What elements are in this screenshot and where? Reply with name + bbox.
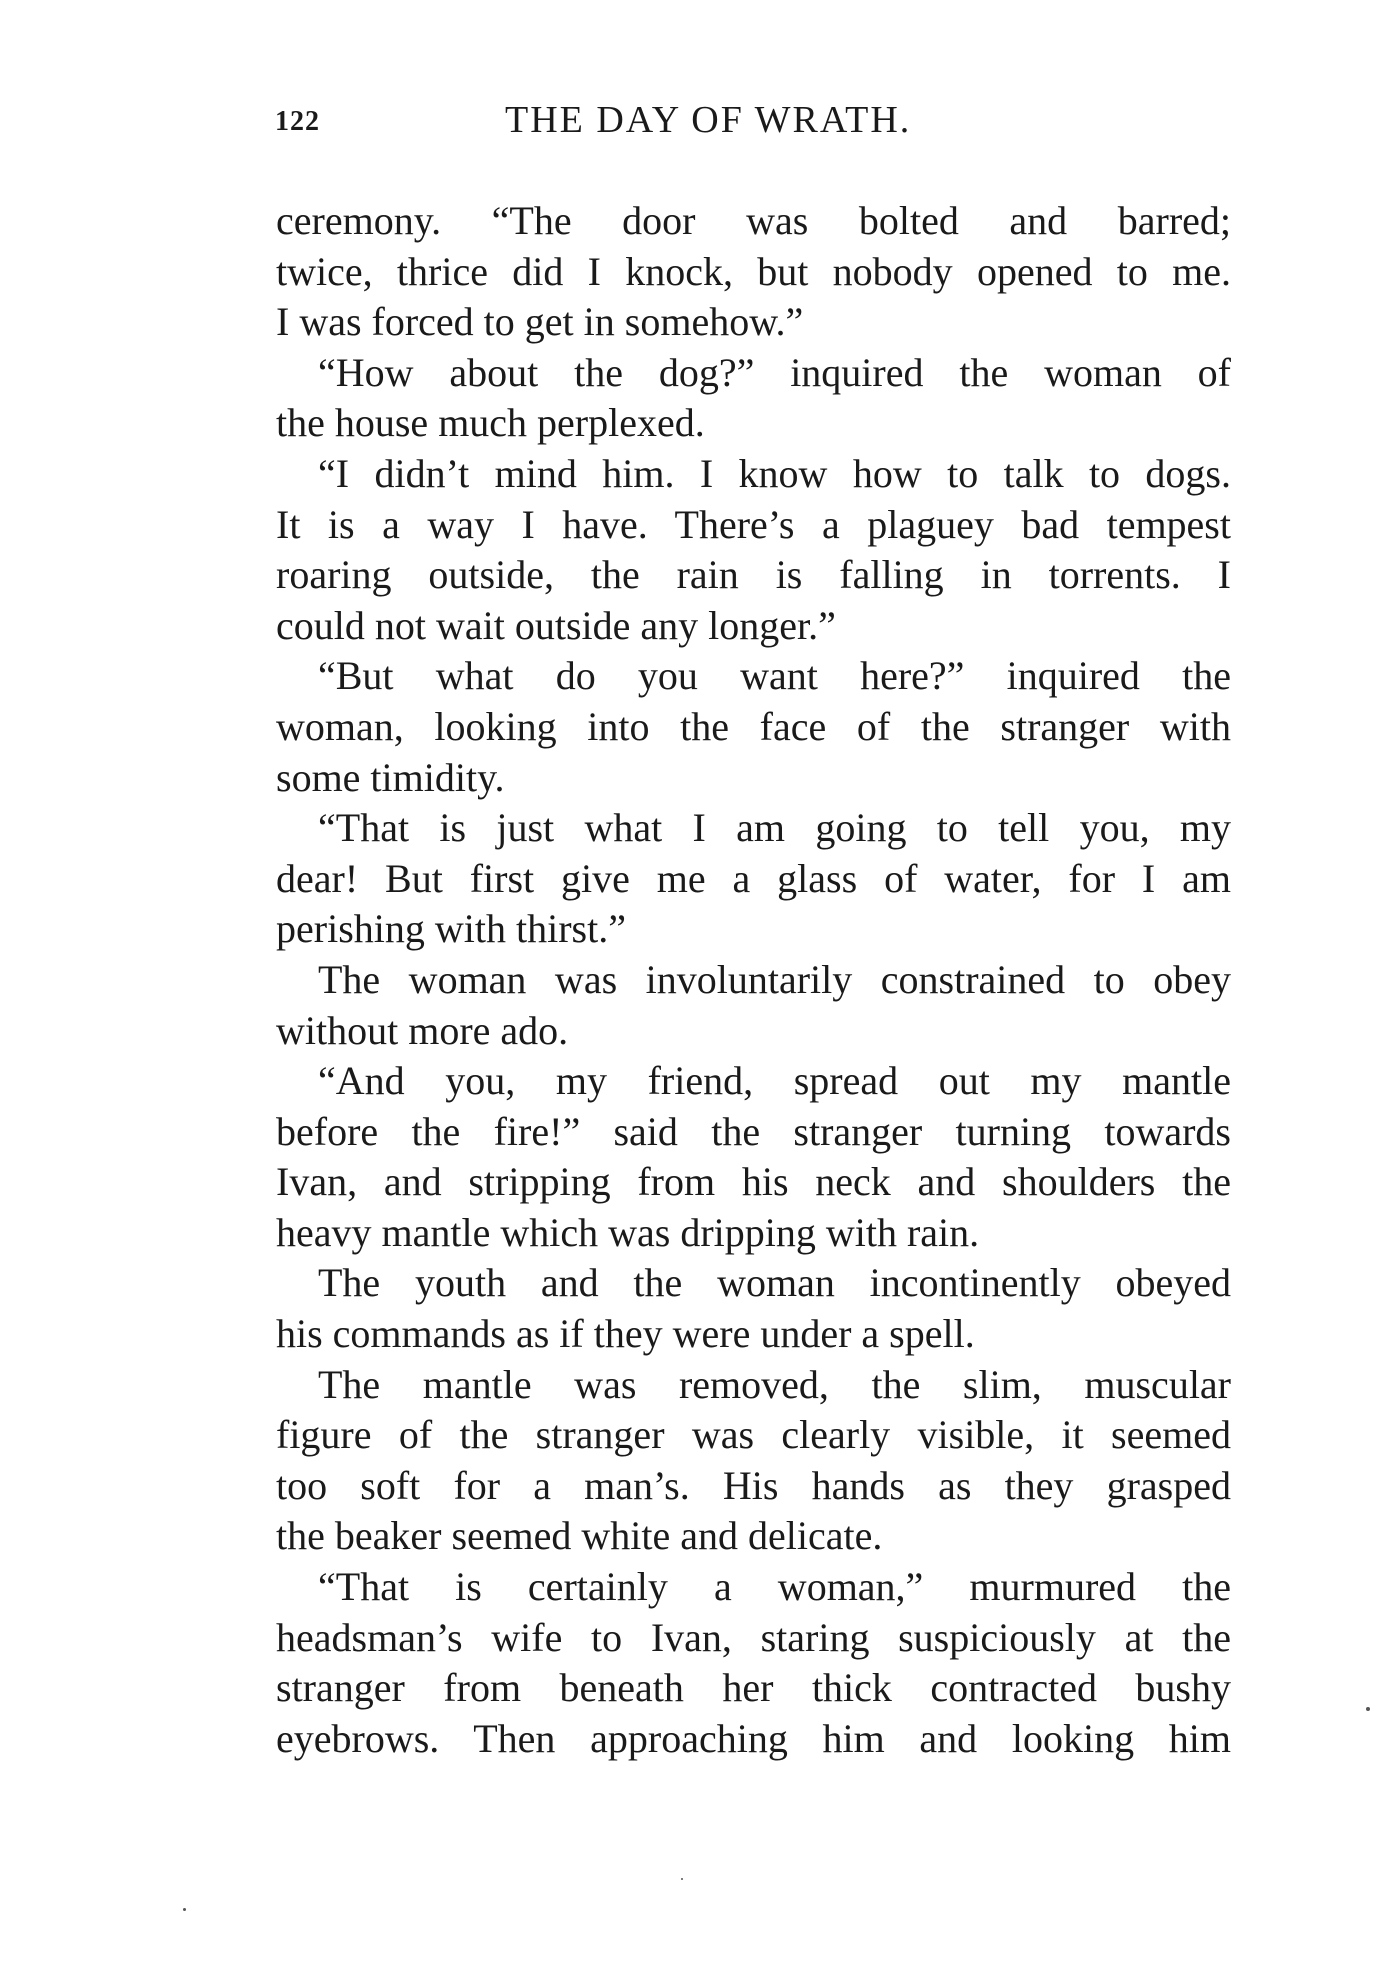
text-line: “How about the dog?” inquired the woman of: [318, 349, 1231, 395]
text-line: “That is certainly a woman,” murmured the: [318, 1564, 1231, 1610]
paper-speck: [183, 1908, 186, 1911]
text-line: before the fire!” said the stranger turning towards: [276, 1108, 1231, 1154]
paper-speck: [681, 1878, 683, 1880]
text-line: some timidity.: [276, 754, 505, 800]
text-line: his commands as if they were under a spell.: [276, 1311, 975, 1357]
text-line: ceremony. “The door was bolted and barred;: [276, 198, 1231, 243]
text-line: “I didn’t mind him. I know how to talk to dogs.: [318, 450, 1231, 496]
text-line: the beaker seemed white and delicate.: [276, 1513, 883, 1559]
text-line: “But what do you want here?” inquired the: [318, 653, 1231, 699]
text-line: perishing with thirst.”: [276, 906, 626, 952]
running-title: THE DAY OF WRATH.: [505, 99, 912, 141]
page-number: 122: [275, 106, 320, 137]
text-line: could not wait outside any longer.”: [276, 602, 836, 648]
text-line: The woman was involuntarily constrained to obey: [318, 956, 1231, 1002]
page-header: [275, 98, 1235, 158]
text-line: heavy mantle which was dripping with rain.: [276, 1209, 980, 1255]
text-line: eyebrows. Then approaching him and looking him: [276, 1715, 1231, 1761]
text-line: “That is just what I am going to tell you, my: [318, 805, 1231, 851]
text-line: The mantle was removed, the slim, muscular: [318, 1361, 1231, 1407]
text-line: stranger from beneath her thick contracted bushy: [276, 1665, 1231, 1711]
text-line: without more ado.: [276, 1007, 569, 1053]
text-line: twice, thrice did I knock, but nobody opened to me.: [276, 248, 1231, 294]
text-line: It is a way I have. There’s a plaguey bad tempest: [276, 501, 1231, 547]
text-line: I was forced to get in somehow.”: [276, 299, 804, 345]
text-line: too soft for a man’s. His hands as they grasped: [276, 1462, 1231, 1508]
text-line: “And you, my friend, spread out my mantle: [318, 1058, 1231, 1104]
text-line: figure of the stranger was clearly visible, it seemed: [276, 1412, 1231, 1458]
body-text: [276, 196, 1231, 1764]
text-line: The youth and the woman incontinently obeyed: [318, 1260, 1231, 1306]
text-line: roaring outside, the rain is falling in torrents. I: [276, 552, 1231, 598]
paper-speck: [1366, 1707, 1370, 1711]
text-line: headsman’s wife to Ivan, staring suspiciously at the: [276, 1614, 1231, 1660]
text-line: Ivan, and stripping from his neck and shoulders the: [276, 1159, 1231, 1205]
text-line: the house much perplexed.: [276, 400, 705, 446]
text-line: woman, looking into the face of the stranger with: [276, 703, 1231, 749]
text-line: dear! But first give me a glass of water, for I am: [276, 855, 1231, 901]
